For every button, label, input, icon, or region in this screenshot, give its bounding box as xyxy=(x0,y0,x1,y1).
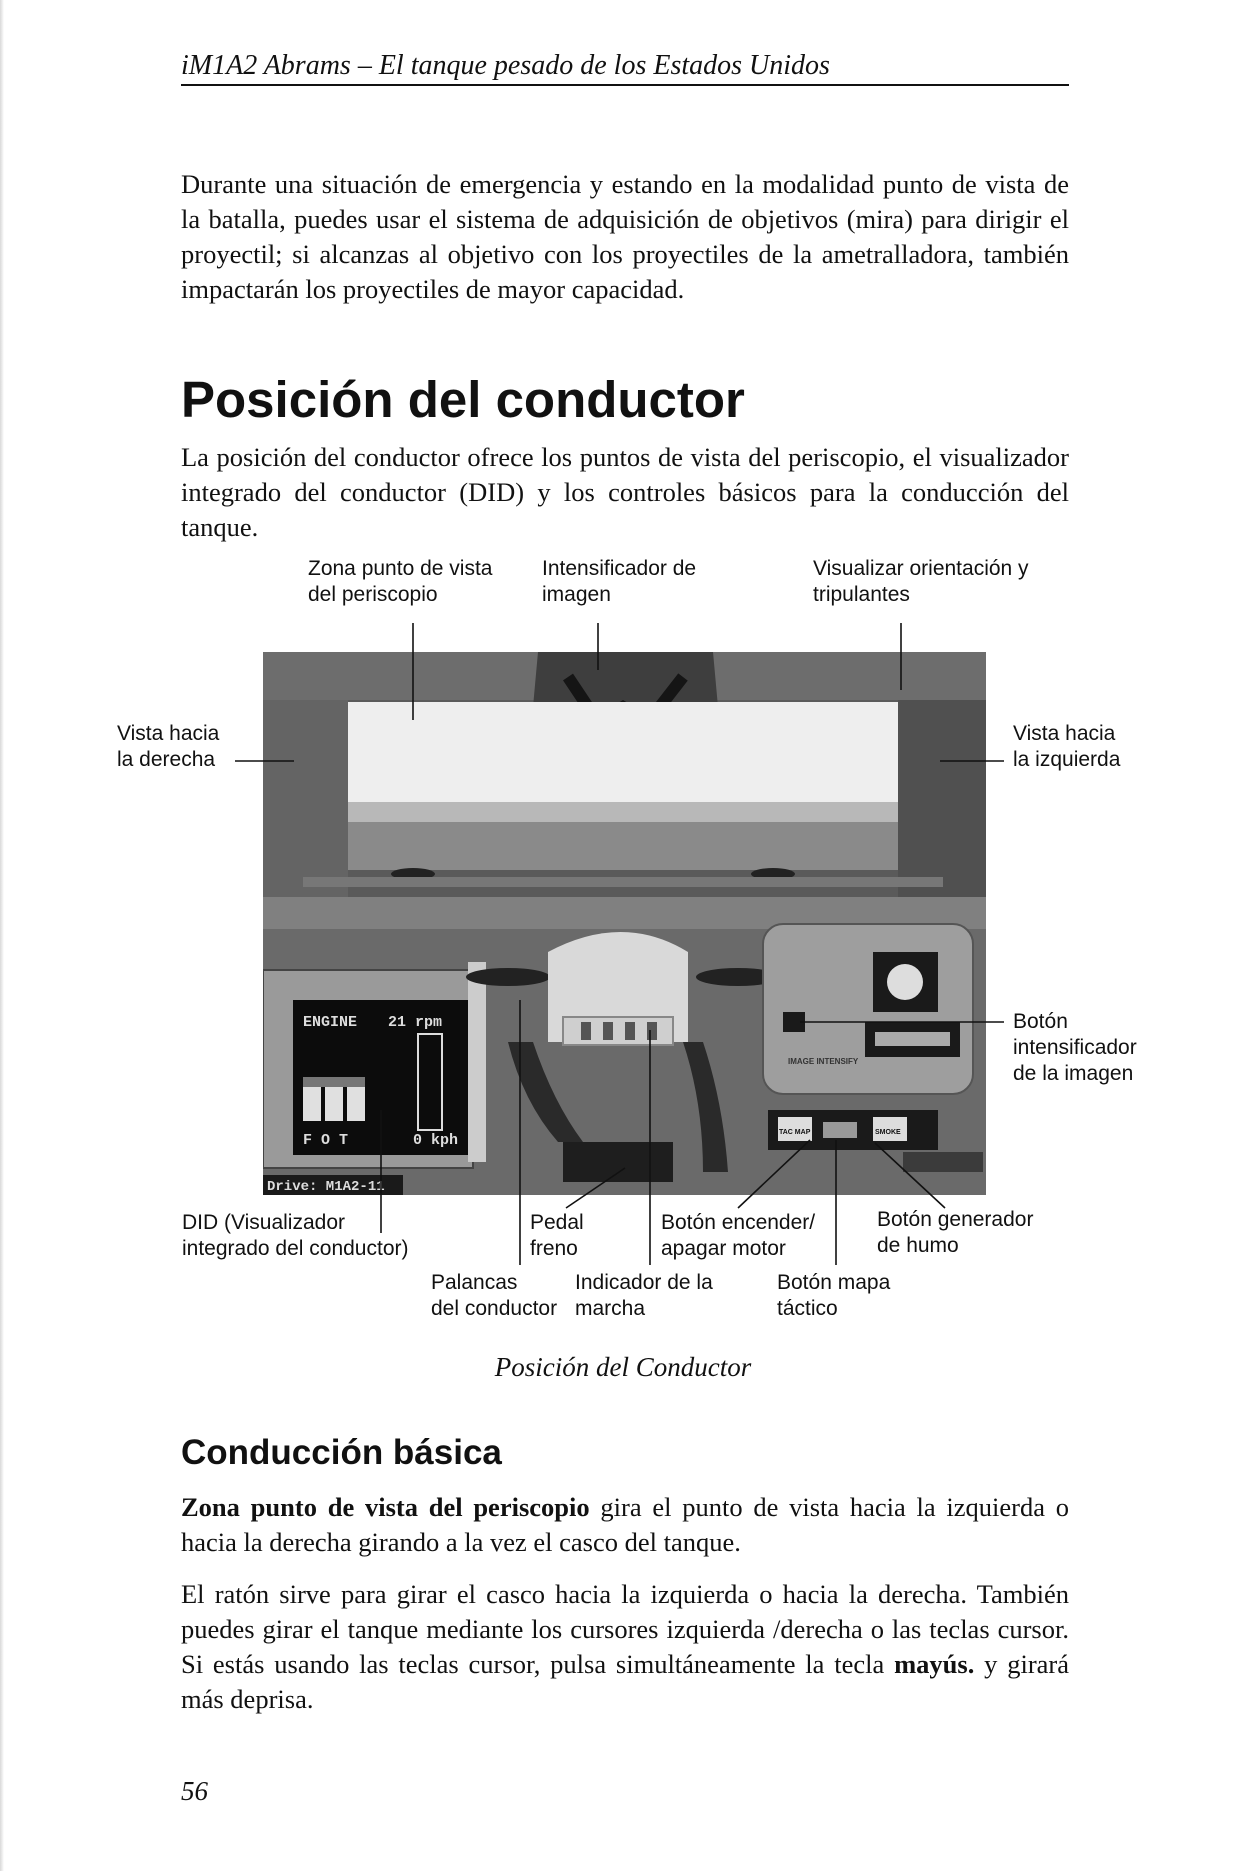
label-pedal: Pedal freno xyxy=(530,1211,584,1260)
label-vista-derecha: Vista hacia la derecha xyxy=(117,722,220,771)
label-palancas: Palancas del conductor xyxy=(431,1271,558,1320)
did-engine-text: ENGINE xyxy=(303,1014,358,1031)
paragraph-periscope-bold: Zona punto de vista del periscopio xyxy=(181,1492,590,1522)
label-motor: Botón encender/ apagar motor xyxy=(661,1211,816,1260)
section-title: Posición del conductor xyxy=(181,371,745,428)
intro-paragraph: Durante una situación de emergencia y estando en la modalidad punto de vista de la batalla, puedes usar el sistema de adquisición de objetivos (mira) para dirigir el proyectil; si alcanzas al objetivo con los proyectiles de la ametralladora, también impactarán los proyectiles de mayor capacidad. xyxy=(181,169,1069,304)
label-boton-intensificador: Botón intensificador de la imagen xyxy=(1013,1010,1137,1085)
image-intensify-button-label: IMAGE INTENSIFY xyxy=(788,1057,859,1066)
did-fuel-text: F O T xyxy=(303,1132,349,1149)
label-vista-izquierda: Vista hacia la izquierda xyxy=(1013,722,1121,771)
paragraph-mouse xyxy=(181,1577,1069,1717)
label-mapa: Botón mapa táctico xyxy=(777,1271,891,1320)
label-periscopio: Zona punto de vista del periscopio xyxy=(308,557,493,606)
running-head: iM1A2 Abrams – El tanque pesado de los Estados Unidos xyxy=(181,50,830,81)
label-humo: Botón generador de humo xyxy=(877,1208,1034,1257)
tac-map-button-label: TAC MAP xyxy=(779,1129,811,1136)
paragraph-periscope-rest: gira el punto de vista hacia la izquierda o hacia la derecha girando a la vez el casco del tanque. xyxy=(181,1492,1069,1557)
status-line: Drive: M1A2-11 xyxy=(267,1179,385,1195)
label-marcha: Indicador de la marcha xyxy=(575,1271,713,1320)
driver-position-screenshot xyxy=(263,652,986,1195)
label-did: DID (Visualizador integrado del conductor) xyxy=(182,1211,409,1260)
label-orientacion: Visualizar orientación y tripulantes xyxy=(813,557,1029,606)
paragraph-periscope xyxy=(181,1490,1069,1560)
did-rpm-text: 21 rpm xyxy=(388,1014,443,1031)
section-paragraph: La posición del conductor ofrece los puntos de vista del periscopio, el visualizador integrado del conductor (DID) y los controles básicos para la conducción del tanque. xyxy=(181,442,1069,542)
figure-caption: Posición del Conductor xyxy=(494,1352,752,1382)
page-edge-shadow xyxy=(0,0,4,1871)
page-number: 56 xyxy=(181,1776,208,1806)
smoke-button-label: SMOKE xyxy=(875,1129,901,1136)
label-intensificador: Intensificador de imagen xyxy=(542,557,697,606)
subsection-title: Conducción básica xyxy=(181,1433,502,1472)
paragraph-mouse-text-a: El ratón sirve para girar el casco hacia la izquierda o hacia la derecha. También puedes girar el tanque mediante los cursores izquierda /derecha o las teclas cursor. Si estás usando las teclas cursor, pulsa simultáneamente la tecla xyxy=(181,1579,1069,1679)
header-rule xyxy=(181,84,1069,86)
paragraph-mouse-bold: mayús. xyxy=(894,1649,975,1679)
paragraph-mouse-text-b: y girará más deprisa. xyxy=(181,1649,1070,1714)
did-speed-text: 0 kph xyxy=(413,1132,459,1149)
